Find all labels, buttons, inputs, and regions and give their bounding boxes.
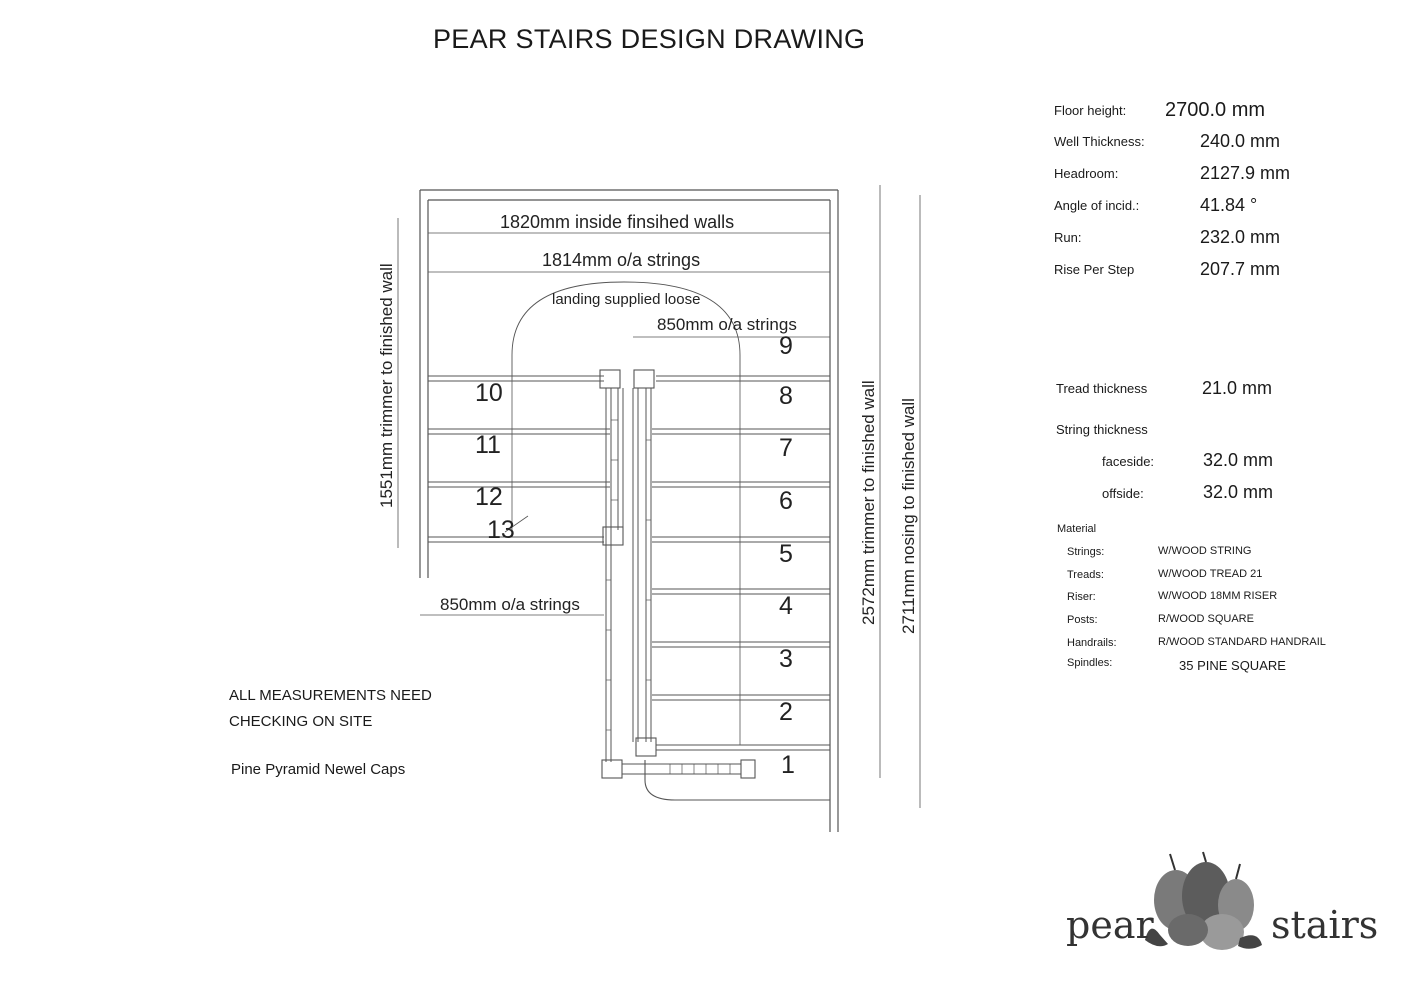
label-2572: 2572mm trimmer to finished wall xyxy=(859,380,878,625)
newel-caps-note: Pine Pyramid Newel Caps xyxy=(231,761,406,778)
spec-value: 240.0 mm xyxy=(1200,131,1281,151)
lower-flight-treads xyxy=(652,376,830,750)
material-value: R/WOOD STANDARD HANDRAIL xyxy=(1158,636,1326,648)
material-value: W/WOOD STRING xyxy=(1158,545,1252,557)
material-value: 35 PINE SQUARE xyxy=(1179,658,1286,673)
label-landing: landing supplied loose xyxy=(552,291,701,308)
material-label: Riser: xyxy=(1067,591,1096,603)
spec-value: 207.7 mm xyxy=(1200,259,1281,279)
note-line-1: ALL MEASUREMENTS NEED xyxy=(229,687,432,704)
material-value: R/WOOD SQUARE xyxy=(1158,613,1254,625)
logo-text-stairs: stairs xyxy=(1271,903,1379,947)
label-oa-strings-left: 850mm o/a strings xyxy=(440,595,580,614)
note-line-2: CHECKING ON SITE xyxy=(229,713,373,730)
page-title: PEAR STAIRS DESIGN DRAWING xyxy=(433,24,866,54)
tread-thickness-value: 21.0 mm xyxy=(1202,378,1273,398)
central-strings xyxy=(606,388,651,762)
offside-value: 32.0 mm xyxy=(1203,482,1274,502)
material-value: W/WOOD TREAD 21 xyxy=(1158,568,1263,580)
spec-label: Rise Per Step xyxy=(1054,262,1135,277)
spec-label: Angle of incid.: xyxy=(1054,198,1140,213)
faceside-value: 32.0 mm xyxy=(1203,450,1274,470)
bottom-spindles xyxy=(670,764,730,774)
step-number: 10 xyxy=(475,379,503,407)
step-numbers xyxy=(475,332,795,779)
spec-label: Run: xyxy=(1054,230,1082,245)
bullnose-step xyxy=(645,760,830,800)
step-number: 1 xyxy=(781,751,795,779)
spec-label: Headroom: xyxy=(1054,166,1119,181)
spec-value: 232.0 mm xyxy=(1200,227,1281,247)
material-label: Handrails: xyxy=(1067,637,1117,649)
offside-label: offside: xyxy=(1102,486,1144,501)
label-oa-strings-right: 850mm o/a strings xyxy=(657,315,797,334)
material-label: Posts: xyxy=(1067,614,1098,626)
spec-value: 41.84 ° xyxy=(1200,195,1258,215)
step-number: 3 xyxy=(779,645,793,673)
material-label: Strings: xyxy=(1067,546,1105,558)
spec-value: 2700.0 mm xyxy=(1165,99,1266,121)
step-number: 6 xyxy=(779,487,793,515)
step-number: 11 xyxy=(475,431,501,459)
spindle-ticks xyxy=(606,420,651,730)
material-label: Treads: xyxy=(1067,569,1104,581)
spec-label: Floor height: xyxy=(1054,103,1127,118)
material-heading: Material xyxy=(1057,523,1097,535)
step-number: 8 xyxy=(779,382,793,410)
step-number: 13 xyxy=(487,516,515,544)
spec-value: 2127.9 mm xyxy=(1200,163,1291,183)
step-number: 7 xyxy=(779,434,793,462)
material-label: Spindles: xyxy=(1067,657,1113,669)
upper-flight-treads xyxy=(428,376,610,542)
tread-thickness-label: Tread thickness xyxy=(1056,381,1148,396)
string-thickness-label: String thickness xyxy=(1056,422,1148,437)
material-value: W/WOOD 18MM RISER xyxy=(1158,590,1278,602)
label-1551: 1551mm trimmer to finished wall xyxy=(377,263,396,508)
label-inside-walls: 1820mm inside finsihed walls xyxy=(500,212,735,232)
pear-logo-icon xyxy=(1145,852,1262,950)
step-number: 4 xyxy=(779,592,793,620)
step-number: 12 xyxy=(475,483,503,511)
spec-label: Well Thickness: xyxy=(1054,134,1145,149)
step-number: 2 xyxy=(779,698,793,726)
label-oa-strings-top: 1814mm o/a strings xyxy=(542,250,701,270)
step-number: 5 xyxy=(779,540,793,568)
faceside-label: faceside: xyxy=(1102,454,1155,469)
label-2711: 2711mm nosing to finished wall xyxy=(899,398,918,634)
logo-text-pear: pear xyxy=(1066,903,1154,947)
step-number: 9 xyxy=(779,332,793,360)
